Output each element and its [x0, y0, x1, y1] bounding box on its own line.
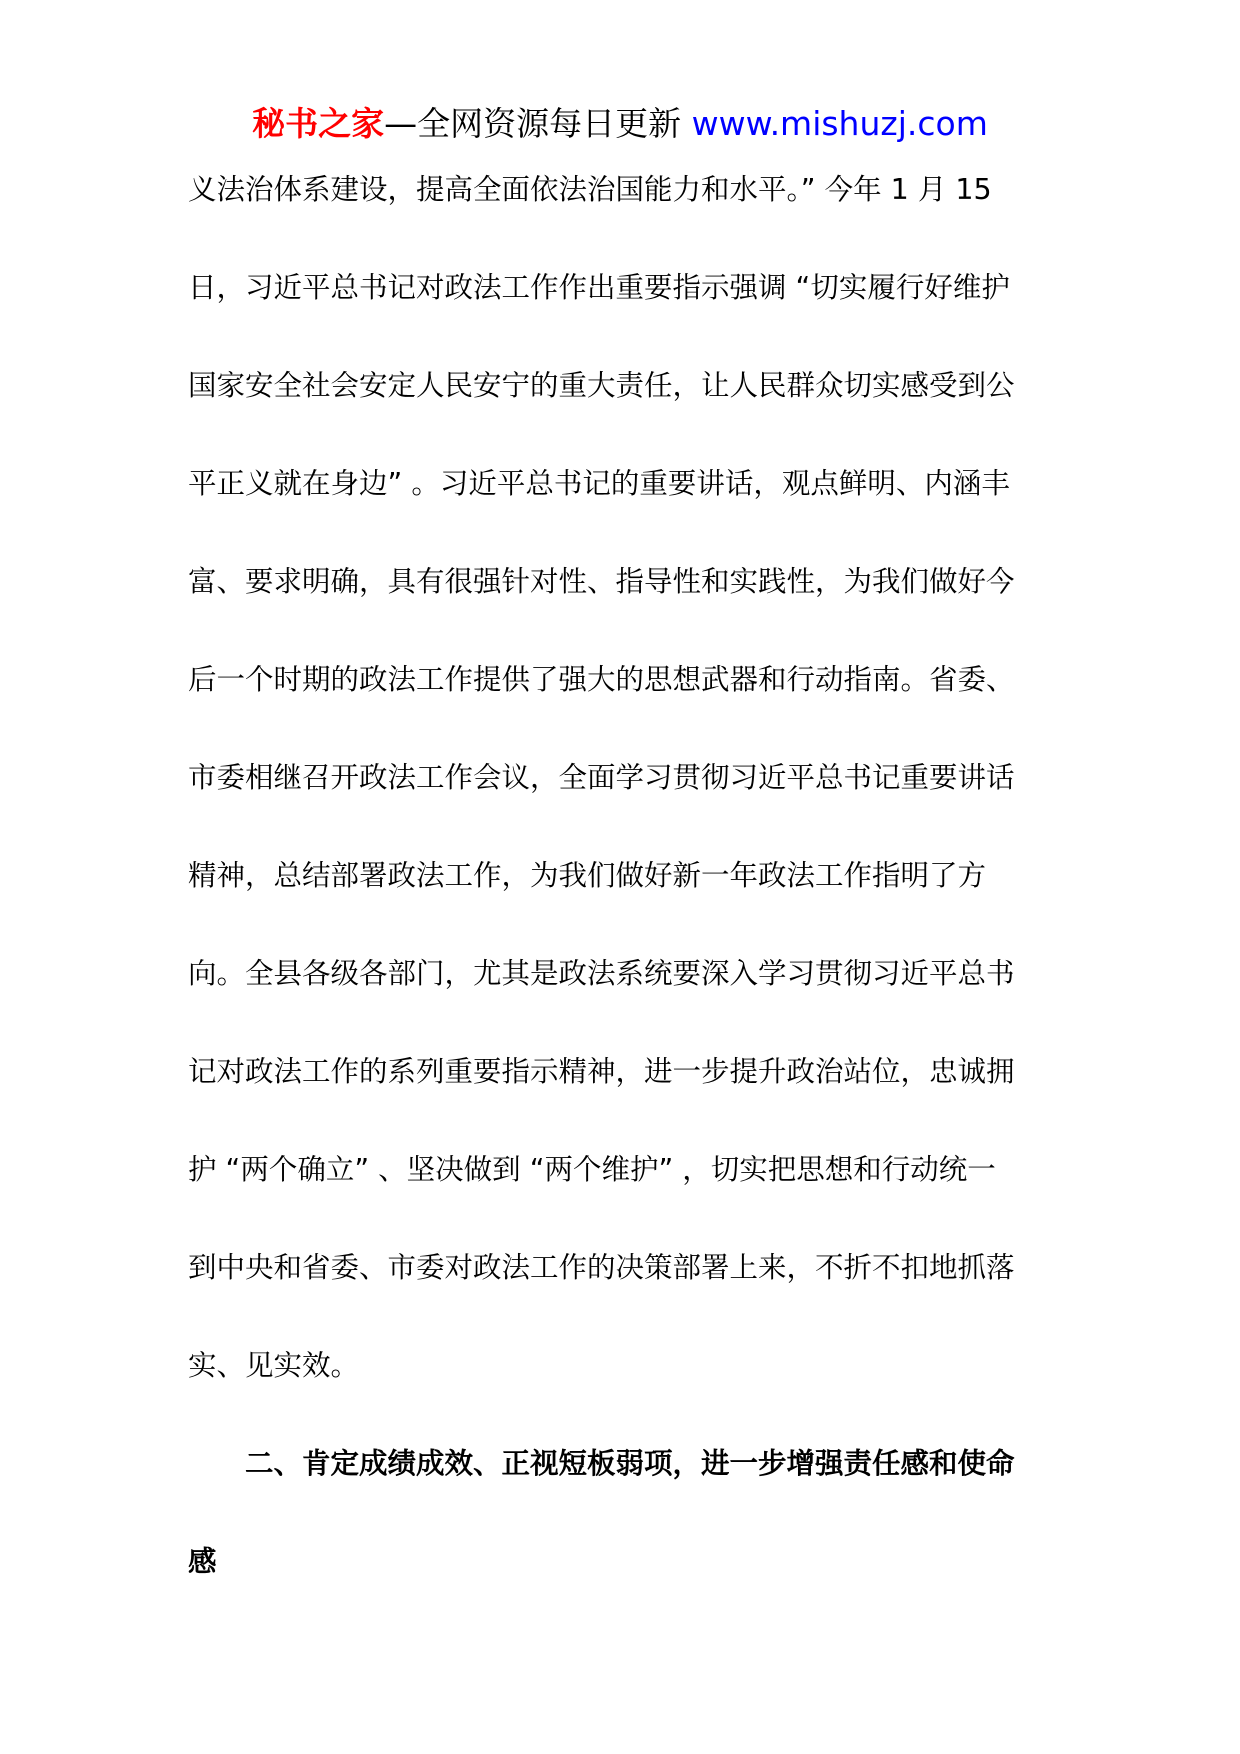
paragraph-line: 富、要求明确，具有很强针对性、指导性和实践性，为我们做好今: [188, 565, 1015, 598]
section-heading-continued: 感: [188, 1545, 217, 1578]
paragraph-line: 护 “两个确立” 、坚决做到 “两个维护” ，切实把思想和行动统一: [188, 1153, 996, 1186]
section-heading: 二、肯定成绩成效、正视短板弱项，进一步增强责任感和使命: [245, 1447, 1015, 1480]
paragraph-line: 向。全县各级各部门，尤其是政法系统要深入学习贯彻习近平总书: [188, 957, 1015, 990]
paragraph-line: 记对政法工作的系列重要指示精神，进一步提升政治站位，忠诚拥: [188, 1055, 1015, 1088]
paragraph-line: 义法治体系建设，提高全面依法治国能力和水平。” 今年 1 月 15: [188, 173, 992, 206]
paragraph-line: 实、见实效。: [188, 1349, 360, 1382]
brand-name: 秘书之家: [252, 104, 385, 143]
paragraph-line: 后一个时期的政法工作提供了强大的思想武器和行动指南。省委、: [188, 663, 1015, 696]
page-header: [0, 104, 1240, 144]
paragraph-line: 市委相继召开政法工作会议，全面学习贯彻习近平总书记重要讲话: [188, 761, 1015, 794]
paragraph-line: 平正义就在身边” 。习近平总书记的重要讲话，观点鲜明、内涵丰: [188, 467, 1010, 500]
paragraph-line: 日，习近平总书记对政法工作作出重要指示强调 “切实履行好维护: [188, 271, 1010, 304]
header-tagline: —全网资源每日更新: [384, 104, 692, 143]
document-body: [188, 170, 1052, 1640]
paragraph-line: 国家安全社会安定人民安宁的重大责任，让人民群众切实感受到公: [188, 369, 1015, 402]
website-link[interactable]: www.mishuzj.com: [691, 104, 988, 143]
paragraph-line: 到中央和省委、市委对政法工作的决策部署上来，不折不扣地抓落: [188, 1251, 1015, 1284]
paragraph-line: 精神，总结部署政法工作，为我们做好新一年政法工作指明了方: [188, 859, 987, 892]
